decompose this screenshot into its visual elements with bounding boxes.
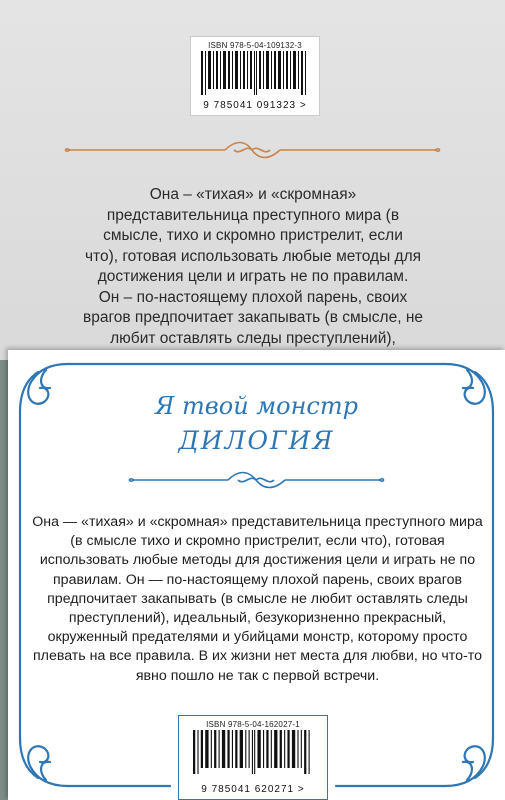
book-subtitle: ДИЛОГИЯ xyxy=(178,426,335,455)
barcode-top-icon xyxy=(201,51,309,95)
barcode-bottom-icon xyxy=(193,730,313,774)
barcode-digits-top: 9 785041 091323 > xyxy=(203,100,307,111)
back-book-cover xyxy=(0,0,505,360)
barcode-digits-bottom: 9 785041 620271 > xyxy=(201,784,305,795)
front-book-cover xyxy=(8,350,505,800)
front-cover-blurb: Она — «тихая» и «скромная» представительница преступного мира (в смысле тихо и скромно пристрелит, если что), готовая использовать любые методы для достижения цели и играть не по правилам. Он — по-настоящему плохой парень, своих врагов предпочитает закапывать (в смысле не любит оставлять следы преступлений), идеальный, безукоризненно прекрасный, окруженный предателями и убийцами монстр, которому просто плевать на все правила. В их жизни нет места для любви, но что-то явно пошло не так с первой встречи. xyxy=(32,514,483,684)
book-title: Я твой монстр xyxy=(155,392,358,420)
back-cover-blurb: Она – «тихая» и «скромная» представительница преступного мира (в смысле, тихо и скромно пристрелит, если что), готовая использовать любые методы для достижения цели и играть не по правилам. Он – по-настоящему плохой парень, своих врагов предпочитает закапывать (в смысле, не любит оставлять следы преступлений), xyxy=(82,186,424,347)
barcode-box-bottom xyxy=(178,715,328,800)
ornament-divider-icon xyxy=(128,468,385,492)
spine-strip xyxy=(0,360,8,800)
barcode-box-top xyxy=(190,36,320,116)
isbn-top: ISBN 978-5-04-109132-3 xyxy=(208,41,302,50)
isbn-bottom: ISBN 978-5-04-162027-1 xyxy=(206,720,300,729)
ornament-divider-top-icon xyxy=(60,138,445,162)
